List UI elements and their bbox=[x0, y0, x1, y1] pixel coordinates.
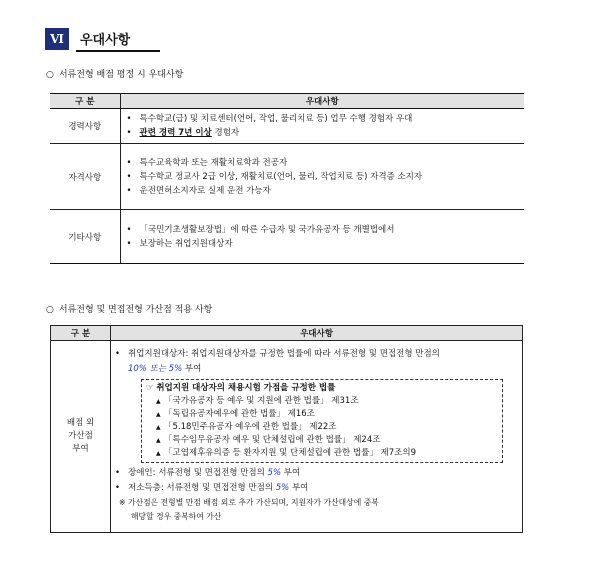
disabled-rate: 5% bbox=[267, 468, 282, 478]
list-item: • 「국민기초생활보장법」에 따른 수급자 및 국가유공자 등 개별법에서 bbox=[127, 223, 525, 237]
law-reference-box bbox=[141, 379, 503, 463]
law-text: 「특수임무유공자 예우 및 단체설립에 관한 법률」 제24조 bbox=[164, 435, 381, 445]
employment-support-text: 취업지원대상자: 취업지원대상자를 규정한 법률에 따라 서류전형 및 면접전형 만점의 bbox=[128, 349, 440, 359]
circle-bullet-icon: ○ bbox=[46, 305, 54, 315]
row-category: 경력사항 bbox=[50, 109, 120, 144]
category-line: 부여 bbox=[72, 444, 89, 454]
list-item bbox=[127, 126, 525, 140]
disabled-suffix: 부여 bbox=[281, 468, 301, 478]
law-text: 「국가유공자 등 예우 및 지원에 관한 법률」 제31조 bbox=[164, 396, 359, 406]
table-header-row bbox=[50, 94, 524, 109]
header-preference: 우대사항 bbox=[111, 326, 523, 341]
employment-support-rate-line bbox=[115, 362, 522, 377]
pointing-hand-icon: ☞ bbox=[146, 383, 154, 393]
header-category: 구 분 bbox=[51, 326, 111, 341]
employment-support-item: • 취업지원대상자: 취업지원대상자를 규정한 법률에 따라 서류전형 및 면접전형 만점의 bbox=[115, 349, 440, 359]
list-item-continuation bbox=[127, 237, 525, 251]
list-item-text: 경험자 bbox=[214, 128, 240, 138]
law-text: 「독립유공자예우에 관한 법률」 제16조 bbox=[164, 409, 315, 419]
section-title-underline bbox=[76, 50, 160, 52]
category-line: 가산점 bbox=[68, 431, 93, 441]
header-category: 구 분 bbox=[50, 94, 120, 109]
preference-table bbox=[50, 93, 524, 264]
row-content bbox=[120, 210, 524, 264]
low-income-item: • 저소득층: 서류전형 및 면접전형 만점의 5% 부여 bbox=[115, 483, 309, 493]
triangle-bullet-icon: ▲ bbox=[156, 424, 161, 431]
row-content bbox=[120, 144, 524, 210]
category-line: 배점 외 bbox=[66, 418, 95, 428]
disabled-item: • 장애인: 서류전형 및 면접전형 만점의 5% 부여 bbox=[115, 468, 301, 478]
disabled-text: 장애인: 서류전형 및 면접전형 만점의 bbox=[128, 468, 268, 478]
note-line: 해당할 경우 중복하여 가산 bbox=[131, 512, 222, 521]
table-row bbox=[50, 210, 524, 264]
header-preference: 우대사항 bbox=[120, 94, 524, 109]
law-item bbox=[146, 408, 502, 421]
section-number-badge: Ⅵ bbox=[45, 28, 69, 50]
law-box-title-text: 취업지원 대상자의 채용시험 가점을 규정한 법률 bbox=[156, 383, 336, 393]
triangle-bullet-icon: ▲ bbox=[156, 411, 161, 418]
row-content bbox=[111, 341, 523, 533]
note-text: 가산점은 전형별 만점 배점 외로 추가 가산되며, 지원자가 가산대상에 중복 bbox=[128, 498, 379, 507]
employment-rate-suffix: 부여 bbox=[182, 364, 202, 374]
list-item: • 특수학교 정교사 2급 이상, 재활치료(언어, 물리, 작업치료 등) 자격증 소지자 bbox=[127, 170, 525, 184]
law-item bbox=[146, 434, 502, 447]
employment-rate: 10% 또는 5% bbox=[128, 364, 183, 374]
row-content bbox=[120, 109, 524, 144]
bonus-points-table bbox=[50, 325, 523, 533]
bold-emphasis: 관련 경력 7년 이상 bbox=[139, 128, 212, 138]
list-item: • 운전면허소지자로 실제 운전 가능자 bbox=[127, 184, 525, 198]
law-item bbox=[146, 447, 502, 460]
subsection-1-heading bbox=[46, 67, 183, 80]
subsection-1-heading-text: 서류전형 배점 평정 시 우대사항 bbox=[58, 70, 184, 80]
table-row bbox=[50, 144, 524, 210]
triangle-bullet-icon: ▲ bbox=[156, 398, 161, 405]
low-income-suffix: 부여 bbox=[289, 483, 309, 493]
note-line bbox=[119, 496, 522, 510]
circle-bullet-icon: ○ bbox=[46, 70, 54, 80]
low-income-rate: 5% bbox=[275, 483, 290, 493]
table-row bbox=[51, 341, 523, 533]
law-text: 「5.18민주유공자 예우에 관한 법률」 제22조 bbox=[164, 422, 337, 432]
subsection-2-heading-text: 서류전형 및 면접전형 가산점 적용 사항 bbox=[58, 305, 213, 315]
row-category: 기타사항 bbox=[50, 210, 120, 264]
triangle-bullet-icon: ▲ bbox=[156, 450, 161, 457]
table-header-row bbox=[51, 326, 523, 341]
row-category: 자격사항 bbox=[50, 144, 120, 210]
reference-mark-icon: ※ bbox=[119, 498, 126, 507]
row-category bbox=[51, 341, 111, 533]
low-income-text: 저소득층: 서류전형 및 면접전형 만점의 bbox=[128, 483, 276, 493]
law-item bbox=[146, 421, 502, 434]
list-item: • 특수학교(급) 및 치료센터(언어, 작업, 물리치료 등) 업무 수행 경험자 우대 bbox=[127, 112, 525, 126]
subsection-2-heading bbox=[46, 302, 212, 315]
note bbox=[115, 496, 522, 524]
law-box-title bbox=[146, 382, 502, 395]
triangle-bullet-icon: ▲ bbox=[156, 437, 161, 444]
law-item bbox=[146, 395, 502, 408]
section-title: 우대사항 bbox=[80, 32, 131, 48]
law-text: 「고엽제후유의증 등 환자지원 및 단체설립에 관한 법률」 제7조의9 bbox=[164, 448, 417, 458]
table-row bbox=[50, 109, 524, 144]
list-item: • 특수교육학과 또는 재활치료학과 전공자 bbox=[127, 156, 525, 170]
list-item-text: 보장하는 취업지원대상자 bbox=[139, 238, 233, 249]
